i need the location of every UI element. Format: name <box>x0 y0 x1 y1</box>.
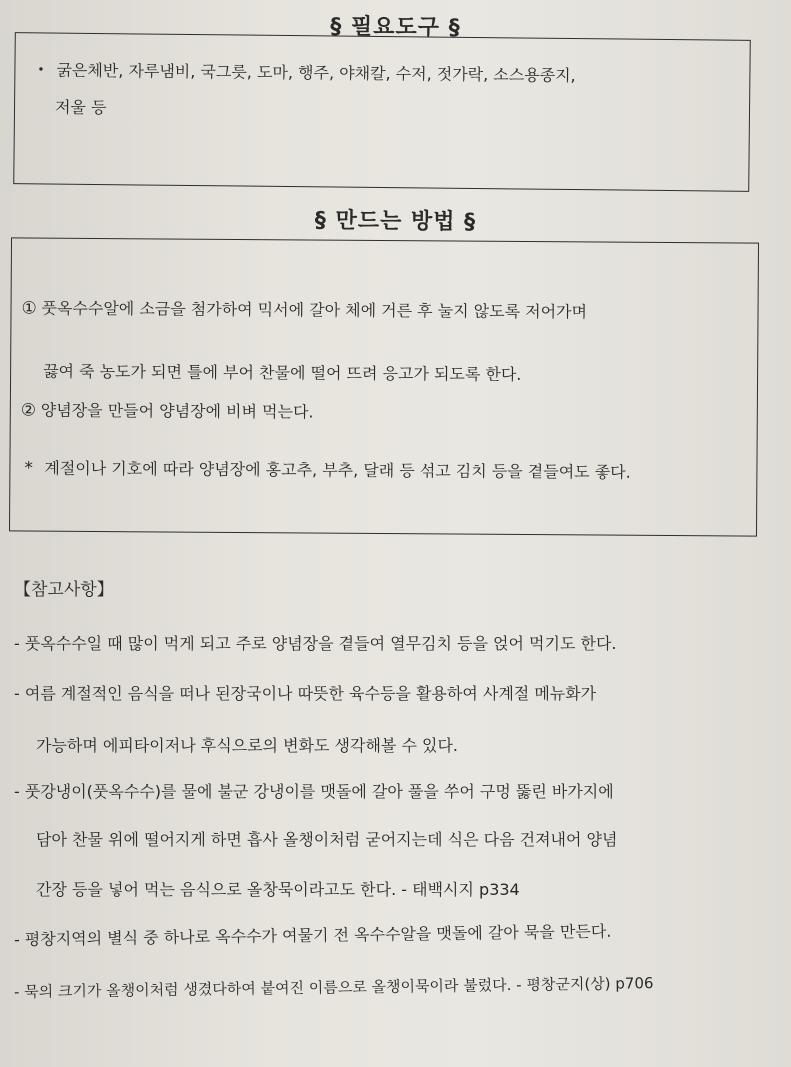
method-box <box>9 237 759 536</box>
bullet-icon: • <box>37 62 45 77</box>
tools-text-1: 굵은체반, 자루냄비, 국그릇, 도마, 행주, 야채칼, 수저, 젓가락, 소스용종지, <box>56 60 576 86</box>
note-line-5: 담아 찬물 위에 떨어지게 하면 흡사 올챙이처럼 굳어지는데 식은 다음 건져내어 양념 <box>36 830 618 849</box>
step-text-1b: 끓여 죽 농도가 되면 틀에 부어 찬물에 떨어 뜨려 응고가 되도록 한다. <box>43 361 522 384</box>
note-line-6: 간장 등을 넣어 먹는 음식으로 올창묵이라고도 한다. - 태백시지 p334 <box>36 880 520 899</box>
note-line-7: - 평창지역의 별식 중 하나로 옥수수가 여물기 전 옥수수알을 맷돌에 갈아 묵을 만든다. <box>13 921 612 949</box>
tools-heading: § 필요도구 § <box>330 14 461 41</box>
step-number-2: ② <box>20 400 37 421</box>
tools-line-1 <box>37 59 576 86</box>
method-step-2 <box>21 400 314 422</box>
note-line-3: 가능하며 에피타이저나 후식으로의 변화도 생각해볼 수 있다. <box>36 736 459 755</box>
note-line-1: - 풋옥수수일 때 많이 먹게 되고 주로 양념장을 곁들여 열무김치 등을 얹어 먹기도 한다. <box>14 634 617 653</box>
notes-label: 【참고사항】 <box>14 580 114 600</box>
method-step-1 <box>21 298 587 322</box>
step-number-1: ① <box>21 298 37 319</box>
asterisk-icon: * <box>24 458 33 479</box>
step-text-2: 양념장을 만들어 양념장에 비벼 먹는다. <box>40 400 314 422</box>
tools-box <box>13 32 751 192</box>
tools-line-2: 저울 등 <box>54 97 107 118</box>
note-line-2: - 여름 계절적인 음식을 떠나 된장국이나 따뜻한 육수등을 활용하여 사계절 메뉴화가 <box>14 684 597 703</box>
tip-text: 계절이나 기호에 따라 양념장에 홍고추, 부추, 달래 등 섞고 김치 등을 곁들여도 좋다. <box>44 458 631 482</box>
note-line-4: - 풋강냉이(풋옥수수)를 물에 불군 강냉이를 맷돌에 갈아 풀을 쑤어 구멍 뚫린 바가지에 <box>14 782 614 801</box>
method-tip <box>24 458 630 482</box>
note-line-8: - 묵의 크기가 올챙이처럼 생겼다하여 붙여진 이름으로 올챙이묵이라 불렀다. - 평창군지(상) p706 <box>13 974 654 1001</box>
method-heading: § 만드는 방법 § <box>314 208 477 235</box>
step-text-1: 풋옥수수알에 소금을 첨가하여 믹서에 갈아 체에 거른 후 눌지 않도록 저어가며 <box>41 298 588 322</box>
method-step-1-cont <box>43 362 521 385</box>
